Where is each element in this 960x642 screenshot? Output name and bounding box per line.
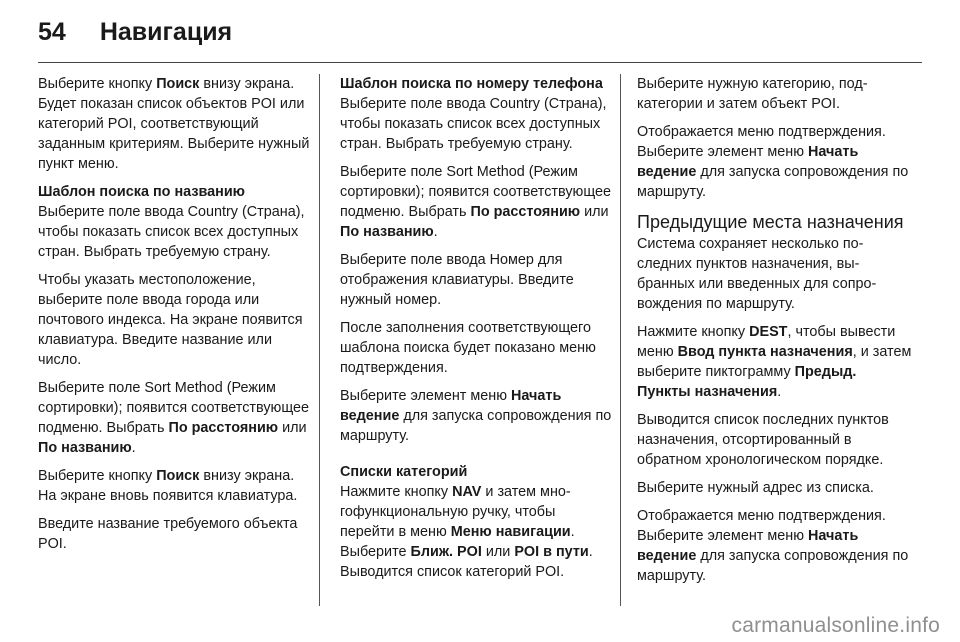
column-divider-2 <box>620 74 621 606</box>
column-divider-1 <box>319 74 320 606</box>
paragraph <box>637 122 912 202</box>
text-run: или <box>481 544 515 560</box>
text-run: Выберите нужную категорию, подкатегории и затем объект POI. <box>637 76 868 112</box>
paragraph <box>38 74 310 174</box>
text-run: Чтобы указать местоположение, выберите поле ввода города или почтового индекса. На экране появится клавиатура. Введите название или число. <box>38 272 303 368</box>
bold-term: Начать ведение <box>637 144 859 180</box>
bold-term: Ближ. POI <box>410 544 482 560</box>
column-1 <box>38 74 310 562</box>
text-run: Выберите поле Sort Method (Режим сортировки); появится соответствующее подменю. Выбрать <box>340 164 612 220</box>
text-run: Выберите кнопку <box>38 468 157 484</box>
text-run: Выберите поле ввода Номер для отображения клавиатуры. Введите нужный номер. <box>340 252 574 308</box>
column-3 <box>637 74 912 594</box>
text-run: После заполнения соответствующего шаблона поиска будет показано меню подтверждения. <box>340 320 596 376</box>
bold-term: Начать ведение <box>637 528 859 564</box>
text-run: Выберите поле Sort Method (Режим сортировки); появится соответствующее подменю. Выбрать <box>38 380 310 436</box>
text-run: или <box>278 420 307 436</box>
text-run: , и затем выберите пиктограмму <box>637 344 912 380</box>
text-run: Введите название требуемого объекта POI. <box>38 516 298 552</box>
paragraph <box>38 270 310 370</box>
paragraph <box>38 466 310 506</box>
section-heading: Списки категорий <box>340 464 468 480</box>
bold-term: DEST <box>749 324 788 340</box>
text-run: Отображается меню подтверждения. Выберите элемент меню <box>637 508 886 544</box>
text-run: . <box>131 440 136 456</box>
bold-term: Поиск <box>156 468 200 484</box>
bold-term: Начать ведение <box>340 388 562 424</box>
text-run: Выберите поле ввода Country (Страна), чтобы показать список всех доступных стран. Выбрать требуемую страну. <box>340 96 607 152</box>
paragraph <box>38 514 310 554</box>
page-title: Навигация <box>99 17 233 46</box>
text-run: Выберите нужный адрес из списка. <box>637 480 874 496</box>
paragraph <box>637 410 912 470</box>
bold-term: По названию <box>38 440 132 456</box>
bold-term: По названию <box>340 224 434 240</box>
paragraph <box>637 478 912 498</box>
text-run: и затем многофункциональную ручку, чтобы перейти в меню <box>340 484 571 540</box>
text-run: внизу экрана. На экране вновь появится клавиатура. <box>38 468 298 504</box>
text-run: . Выберите <box>340 524 575 560</box>
bold-term: По расстоянию <box>470 204 581 220</box>
column-2 <box>340 74 612 590</box>
text-run: . <box>433 224 438 240</box>
text-run: для запуска сопровождения по маршруту. <box>637 548 909 584</box>
page-number: 54 <box>38 17 66 46</box>
paragraph <box>637 234 912 314</box>
paragraph <box>340 318 612 378</box>
bold-term: NAV <box>452 484 482 500</box>
paragraph <box>637 322 912 402</box>
bold-term: POI в пути <box>514 544 589 560</box>
text-run: или <box>580 204 609 220</box>
paragraph <box>340 250 612 310</box>
text-run: Выберите поле ввода Country (Страна), чтобы показать список всех доступных стран. Выбрать требуемую страну. <box>38 204 305 260</box>
bold-term: Меню навигации <box>450 524 571 540</box>
text-run: внизу экрана. Будет показан список объектов POI или категорий POI, соответствующий заданным критериям. Выберите нужный пункт меню. <box>38 76 310 172</box>
text-run: . Выводится список категорий POI. <box>340 544 593 580</box>
paragraph <box>637 74 912 114</box>
paragraph <box>340 162 612 242</box>
text-run: Нажмите кнопку <box>340 484 453 500</box>
text-run: для запуска сопровождения по маршруту. <box>340 408 612 444</box>
paragraph <box>38 378 310 458</box>
text-run: , чтобы вывести меню <box>637 324 896 360</box>
section-heading: Шаблон поиска по названию <box>38 184 245 200</box>
text-run: Отображается меню подтверждения. Выберите элемент меню <box>637 124 886 160</box>
text-run: Нажмите кнопку <box>637 324 750 340</box>
text-run: Система сохраняет несколько последних пунктов назначения, выбранных или введенных для сопровождения по маршруту. <box>637 236 877 312</box>
bold-term: По расстоянию <box>168 420 279 436</box>
paragraph <box>38 202 310 262</box>
bold-term: Поиск <box>156 76 200 92</box>
section-heading: Предыдущие места назначения <box>637 212 904 232</box>
page-header <box>38 10 232 54</box>
watermark: carmanualsonline.info <box>731 614 940 637</box>
header-divider <box>38 62 922 63</box>
text-run: Выводится список последних пунктов назначения, отсортированный в обратном хронологическом порядке. <box>637 412 889 468</box>
paragraph <box>340 94 612 154</box>
text-run: . <box>777 384 782 400</box>
paragraph <box>637 506 912 586</box>
paragraph <box>340 482 612 582</box>
text-run: Выберите кнопку <box>38 76 157 92</box>
bold-term: Ввод пункта назначения <box>677 344 853 360</box>
text-run: для запуска сопровождения по маршруту. <box>637 164 909 200</box>
text-run: Выберите элемент меню <box>340 388 511 404</box>
paragraph <box>340 386 612 446</box>
bold-term: Предыд. Пункты назначения <box>637 364 857 400</box>
section-heading: Шаблон поиска по номеру телефона <box>340 76 603 92</box>
